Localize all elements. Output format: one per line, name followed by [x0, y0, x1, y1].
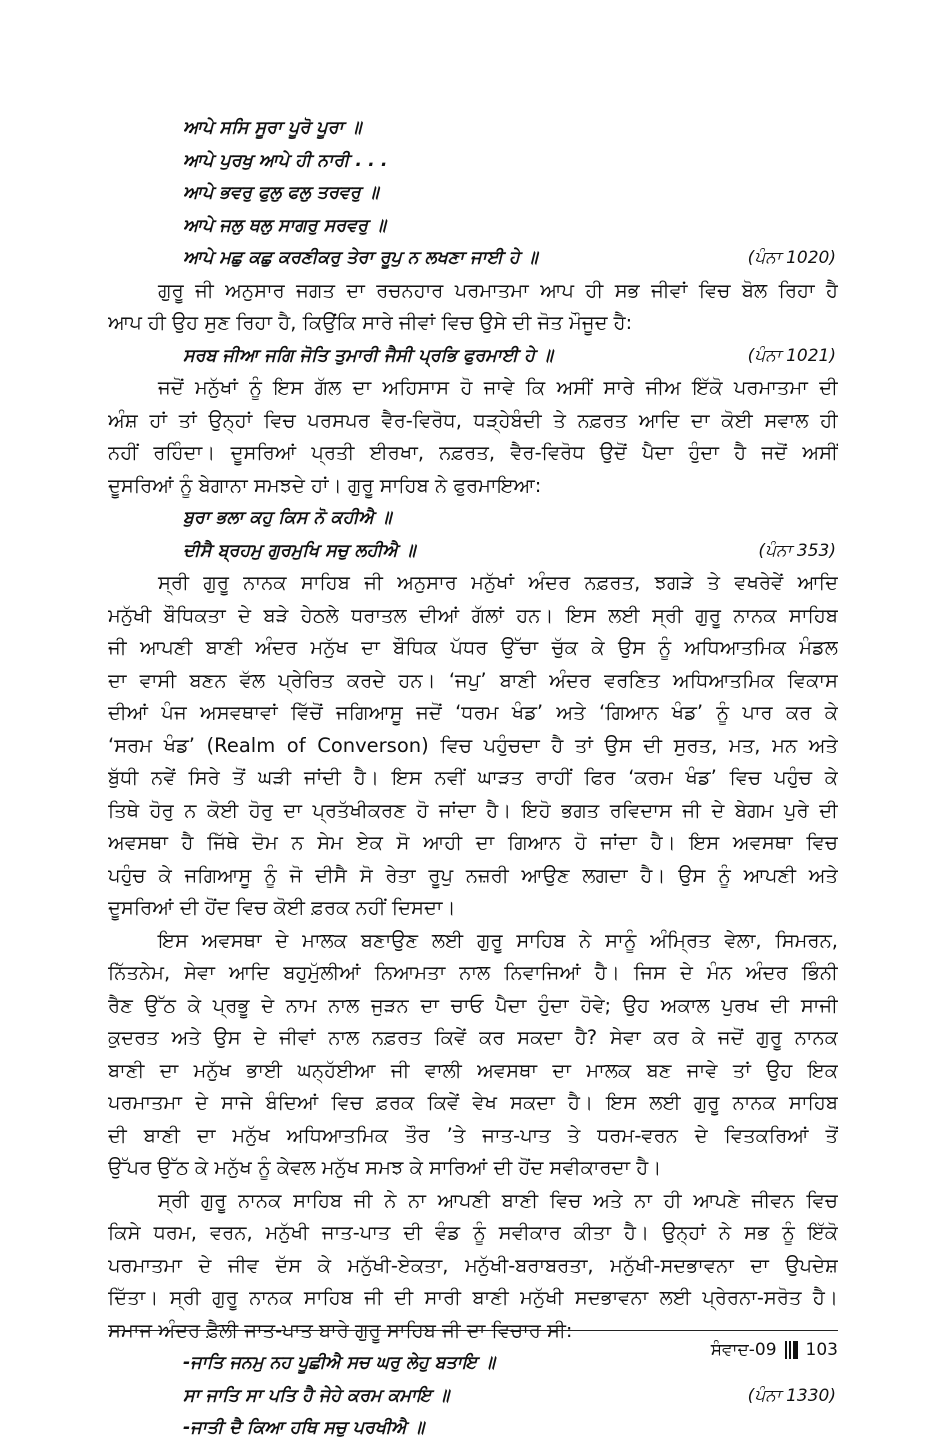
paragraph-line: ‘ਸਰਮ ਖੰਡ’ (Realm of Converson) ਵਿਚ ਪਹੁੰਚਦਾ ਹੈ ਤਾਂ ਉਸ ਦੀ ਸੁਰਤ, ਮਤ, ਮਨ ਅਤੇ: [108, 733, 838, 757]
paragraph-line: ਪਰਮਾਤਮਾ ਦੇ ਜੀਵ ਦੱਸ ਕੇ ਮਨੁੱਖੀ-ਏਕਤਾ, ਮਨੁੱਖੀ-ਬਰਾਬਰਤਾ, ਮਨੁੱਖੀ-ਸਦਭਾਵਨਾ ਦਾ ਉਪਦੇਸ਼: [108, 1253, 838, 1277]
verse-text: ਆਪੇ ਸਸਿ ਸੂਰਾ ਪੂਰੋ ਪੂਰਾ ॥: [183, 118, 362, 138]
separator-bars-icon: [785, 1341, 798, 1359]
paragraph-line: ਸ੍ਰੀ ਗੁਰੂ ਨਾਨਕ ਸਾਹਿਬ ਜੀ ਅਨੁਸਾਰ ਮਨੁੱਖਾਂ ਅੰਦਰ ਨਫ਼ਰਤ, ਝਗੜੇ ਤੇ ਵਖਰੇਵੇਂ ਆਦਿ: [158, 571, 838, 594]
verse-line: [108, 340, 838, 373]
paragraph-line: ਦੀ ਬਾਣੀ ਦਾ ਮਨੁੱਖ ਅਧਿਆਤਮਿਕ ਤੌਰ ’ਤੇ ਜਾਤ-ਪਾਤ ਤੇ ਧਰਮ-ਵਰਨ ਦੇ ਵਿਤਕਰਿਆਂ ਤੋਂ: [108, 1123, 838, 1147]
verse-line: [108, 502, 838, 535]
paragraph-line: ਗੁਰੂ ਜੀ ਅਨੁਸਾਰ ਜਗਤ ਦਾ ਰਚਨਹਾਰ ਪਰਮਾਤਮਾ ਆਪ ਹੀ ਸਭ ਜੀਵਾਂ ਵਿਚ ਬੋਲ ਰਿਹਾ ਹੈ: [158, 278, 838, 302]
paragraph-line: ਮਨੁੱਖੀ ਬੌਧਿਕਤਾ ਦੇ ਬੜੇ ਹੇਠਲੇ ਧਰਾਤਲ ਦੀਆਂ ਗੱਲਾਂ ਹਨ। ਇਸ ਲਈ ਸ੍ਰੀ ਗੁਰੂ ਨਾਨਕ ਸਾਹਿਬ: [108, 603, 838, 627]
verse-line: [108, 177, 838, 210]
paragraph-line: ਅਵਸਥਾ ਹੈ ਜਿੱਥੇ ਦੋਮ ਨ ਸੇਮ ਏਕ ਸੋ ਆਹੀ ਦਾ ਗਿਆਨ ਹੋ ਜਾਂਦਾ ਹੈ। ਇਸ ਅਵਸਥਾ ਵਿਚ: [108, 831, 838, 854]
verse-text: ਆਪੇ ਭਵਰੁ ਫੁਲੁ ਫਲੁ ਤਰਵਰੁ ॥: [183, 183, 379, 203]
paragraph-line: ਇਸ ਅਵਸਥਾ ਦੇ ਮਾਲਕ ਬਣਾਉਣ ਲਈ ਗੁਰੂ ਸਾਹਿਬ ਨੇ ਸਾਨੂੰ ਅੰਮ੍ਰਿਤ ਵੇਲਾ, ਸਿਮਰਨ,: [158, 928, 838, 952]
page-reference: (ਪੰਨਾ 1020): [747, 248, 836, 268]
page-body: [108, 112, 838, 1445]
page-reference: (ਪੰਨਾ 1021): [747, 345, 836, 366]
verse-text: ਸਾ ਜਾਤਿ ਸਾ ਪਤਿ ਹੈ ਜੇਹੇ ਕਰਮ ਕਮਾਇ ॥: [183, 1385, 450, 1406]
verse-line: [108, 535, 838, 568]
paragraph-line: ਆਪ ਹੀ ਉਹ ਸੁਣ ਰਿਹਾ ਹੈ, ਕਿਉਂਕਿ ਸਾਰੇ ਜੀਵਾਂ ਵਿਚ ਉਸੇ ਦੀ ਜੋਤ ਮੌਜੂਦ ਹੈ:: [108, 311, 633, 334]
paragraph-line: ਨਹੀਂ ਰਹਿੰਦਾ। ਦੂਸਰਿਆਂ ਪ੍ਰਤੀ ਈਰਖਾ, ਨਫ਼ਰਤ, ਵੈਰ-ਵਿਰੋਧ ਉਦੋਂ ਪੈਦਾ ਹੁੰਦਾ ਹੈ ਜਦੋਂ ਅਸੀਂ: [108, 441, 838, 464]
paragraph-line: ਸ੍ਰੀ ਗੁਰੂ ਨਾਨਕ ਸਾਹਿਬ ਜੀ ਨੇ ਨਾ ਆਪਣੀ ਬਾਣੀ ਵਿਚ ਅਤੇ ਨਾ ਹੀ ਆਪਣੇ ਜੀਵਨ ਵਿਚ: [158, 1188, 838, 1212]
page-reference: (ਪੰਨਾ 353): [758, 540, 836, 561]
verse-line: [108, 1380, 838, 1413]
paragraph-line: ਜੀ ਆਪਣੀ ਬਾਣੀ ਅੰਦਰ ਮਨੁੱਖ ਦਾ ਬੌਧਿਕ ਪੱਧਰ ਉੱਚਾ ਚੁੱਕ ਕੇ ਉਸ ਨੂੰ ਅਧਿਆਤਮਿਕ ਮੰਡਲ: [108, 636, 838, 659]
verse-text: ਸਰਬ ਜੀਆ ਜਗਿ ਜੋਤਿ ਤੁਮਾਰੀ ਜੈਸੀ ਪ੍ਰਭਿ ਫੁਰਮਾਈ ਹੇ ॥: [183, 345, 553, 366]
page-reference: (ਪੰਨਾ 1330): [747, 1385, 836, 1406]
paragraph-line: ਸਮਾਜ ਅੰਦਰ ਫ਼ੈਲੀ ਜਾਤ-ਪਾਤ ਬਾਰੇ ਗੁਰੂ ਸਾਹਿਬ ਜੀ ਦਾ ਵਿਚਾਰ ਸੀ:: [108, 1318, 573, 1342]
paragraph-line: ਜਦੋਂ ਮਨੁੱਖਾਂ ਨੂੰ ਇਸ ਗੱਲ ਦਾ ਅਹਿਸਾਸ ਹੋ ਜਾਵੇ ਕਿ ਅਸੀਂ ਸਾਰੇ ਜੀਅ ਇੱਕੋ ਪਰਮਾਤਮਾ ਦੀ: [158, 376, 838, 399]
verse-text: ਆਪੇ ਜਲੁ ਥਲੁ ਸਾਗਰੁ ਸਰਵਰੁ ॥: [183, 215, 386, 236]
paragraph-line: ਅੰਸ਼ ਹਾਂ ਤਾਂ ਉਨ੍ਹਾਂ ਵਿਚ ਪਰਸਪਰ ਵੈਰ-ਵਿਰੋਧ, ਧੜ੍ਹੇਬੰਦੀ ਤੇ ਨਫ਼ਰਤ ਆਦਿ ਦਾ ਕੋਈ ਸਵਾਲ ਹੀ: [108, 408, 838, 432]
journal-name: ਸੰਵਾਦ-09: [710, 1340, 777, 1360]
page-number: 103: [805, 1340, 838, 1360]
verse-text: ਆਪੇ ਪੁਰਖੁ ਆਪੇ ਹੀ ਨਾਰੀ . . .: [183, 150, 388, 171]
paragraph-line: ਦੂਸਰਿਆਂ ਨੂੰ ਬੇਗਾਨਾ ਸਮਝਦੇ ਹਾਂ। ਗੁਰੂ ਸਾਹਿਬ ਨੇ ਫੁਰਮਾਇਆ:: [108, 473, 542, 497]
verse-line: [108, 242, 838, 275]
page-footer: [711, 1340, 838, 1360]
verse-text: -ਜਾਤਿ ਜਨਮੁ ਨਹ ਪੂਛੀਐ ਸਚ ਘਰੁ ਲੇਹੁ ਬਤਾਇ ॥: [183, 1353, 495, 1373]
paragraph-line: ਦੀਆਂ ਪੰਜ ਅਸਵਥਾਵਾਂ ਵਿੱਚੋਂ ਜਗਿਆਸੂ ਜਦੋਂ ‘ਧਰਮ ਖੰਡ’ ਅਤੇ ‘ਗਿਆਨ ਖੰਡ’ ਨੂੰ ਪਾਰ ਕਰ ਕੇ: [108, 701, 838, 724]
paragraph-line: ਕੁਦਰਤ ਅਤੇ ਉਸ ਦੇ ਜੀਵਾਂ ਨਾਲ ਨਫ਼ਰਤ ਕਿਵੇਂ ਕਰ ਸਕਦਾ ਹੈ? ਸੇਵਾ ਕਰ ਕੇ ਜਦੋਂ ਗੁਰੂ ਨਾਨਕ: [108, 1026, 838, 1049]
verse-text: ਬੁਰਾ ਭਲਾ ਕਹੁ ਕਿਸ ਨੋ ਕਹੀਐ ॥: [183, 508, 392, 528]
footer-rule: [108, 1330, 838, 1331]
paragraph-line: ਪਹੁੰਚ ਕੇ ਜਗਿਆਸੂ ਨੂੰ ਜੋ ਦੀਸੈ ਸੋ ਰੇਤਾ ਰੂਪੁ ਨਜ਼ਰੀ ਆਉਣ ਲਗਦਾ ਹੈ। ਉਸ ਨੂੰ ਆਪਣੀ ਅਤੇ: [108, 863, 838, 887]
paragraph-line: ਦਿੱਤਾ। ਸ੍ਰੀ ਗੁਰੂ ਨਾਨਕ ਸਾਹਿਬ ਜੀ ਦੀ ਸਾਰੀ ਬਾਣੀ ਮਨੁੱਖੀ ਸਦਭਾਵਨਾ ਲਈ ਪ੍ਰੇਰਨਾ-ਸਰੋਤ ਹੈ।: [108, 1286, 838, 1309]
paragraph-line: ਤਿਥੇ ਹੋਰੁ ਨ ਕੋਈ ਹੋਰੁ ਦਾ ਪ੍ਰਤੱਖੀਕਰਣ ਹੋ ਜਾਂਦਾ ਹੈ। ਇਹੋ ਭਗਤ ਰਵਿਦਾਸ ਜੀ ਦੇ ਬੇਗਮ ਪੁਰੇ ਦੀ: [108, 798, 838, 822]
verse-text: ਦੀਸੈ ਬ੍ਰਹਮੁ ਗੁਰਮੁਖਿ ਸਚੁ ਲਹੀਐ ॥: [183, 540, 416, 561]
paragraph-line: ਬਾਣੀ ਦਾ ਮਨੁੱਖ ਭਾਈ ਘਨ੍ਹੱਈਆ ਜੀ ਵਾਲੀ ਅਵਸਥਾ ਦਾ ਮਾਲਕ ਬਣ ਜਾਵੇ ਤਾਂ ਉਹ ਇਕ: [108, 1058, 838, 1082]
verse-text: -ਜਾਤੀ ਦੈ ਕਿਆ ਹਥਿ ਸਚੁ ਪਰਖੀਐ ॥: [183, 1418, 425, 1438]
verse-line: [108, 210, 838, 243]
paragraph-line: ਦੂਸਰਿਆਂ ਦੀ ਹੋਂਦ ਵਿਚ ਕੋਈ ਫ਼ਰਕ ਨਹੀਂ ਦਿਸਦਾ।: [108, 896, 456, 919]
paragraph-line: ਉੱਪਰ ਉੱਠ ਕੇ ਮਨੁੱਖ ਨੂੰ ਕੇਵਲ ਮਨੁੱਖ ਸਮਝ ਕੇ ਸਾਰਿਆਂ ਦੀ ਹੋਂਦ ਸਵੀਕਾਰਦਾ ਹੈ।: [108, 1156, 662, 1179]
paragraph-line: ਬੁੱਧੀ ਨਵੇਂ ਸਿਰੇ ਤੋਂ ਘੜੀ ਜਾਂਦੀ ਹੈ। ਇਸ ਨਵੀਂ ਘਾੜਤ ਰਾਹੀਂ ਫਿਰ ‘ਕਰਮ ਖੰਡ’ ਵਿਚ ਪਹੁੰਚ ਕੇ: [108, 766, 838, 789]
verse-line: [108, 145, 838, 178]
verse-text: ਆਪੇ ਮਛੁ ਕਛੁ ਕਰਣੀਕਰੁ ਤੇਰਾ ਰੂਪੁ ਨ ਲਖਣਾ ਜਾਈ ਹੇ ॥: [183, 248, 538, 268]
paragraph-line: ਕਿਸੇ ਧਰਮ, ਵਰਨ, ਮਨੁੱਖੀ ਜਾਤ-ਪਾਤ ਦੀ ਵੰਡ ਨੂੰ ਸਵੀਕਾਰ ਕੀਤਾ ਹੈ। ਉਨ੍ਹਾਂ ਨੇ ਸਭ ਨੂੰ ਇੱਕੋ: [108, 1221, 838, 1244]
paragraph-line: ਨਿੱਤਨੇਮ, ਸੇਵਾ ਆਦਿ ਬਹੁਮੁੱਲੀਆਂ ਨਿਆਮਤਾ ਨਾਲ ਨਿਵਾਜਿਆਂ ਹੈ। ਜਿਸ ਦੇ ਮੰਨ ਅੰਦਰ ਭਿੰਨੀ: [108, 961, 838, 984]
paragraph-line: ਰੈਣ ਉੱਠ ਕੇ ਪ੍ਰਭੂ ਦੇ ਨਾਮ ਨਾਲ ਜੁੜਨ ਦਾ ਚਾਓ ਪੈਦਾ ਹੁੰਦਾ ਹੋਵੇ; ਉਹ ਅਕਾਲ ਪੁਰਖ ਦੀ ਸਾਜੀ: [108, 993, 838, 1017]
paragraph-line: ਪਰਮਾਤਮਾ ਦੇ ਸਾਜੇ ਬੰਦਿਆਂ ਵਿਚ ਫ਼ਰਕ ਕਿਵੇਂ ਵੇਖ ਸਕਦਾ ਹੈ। ਇਸ ਲਈ ਗੁਰੂ ਨਾਨਕ ਸਾਹਿਬ: [108, 1091, 838, 1114]
verse-line: [108, 112, 838, 145]
paragraph-line: ਦਾ ਵਾਸੀ ਬਣਨ ਵੱਲ ਪ੍ਰੇਰਿਤ ਕਰਦੇ ਹਨ। ‘ਜਪੁ’ ਬਾਣੀ ਅੰਦਰ ਵਰਣਿਤ ਅਧਿਆਤਮਿਕ ਵਿਕਾਸ: [108, 668, 838, 692]
